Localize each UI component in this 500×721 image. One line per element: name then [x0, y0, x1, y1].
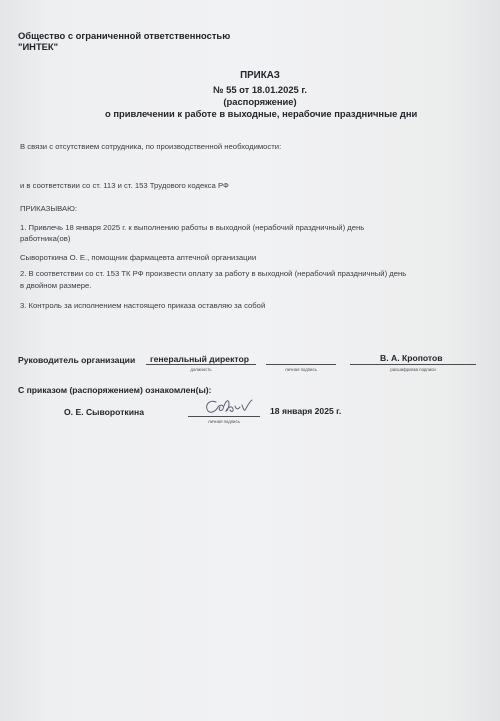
head-name: В. А. Кропотов	[380, 353, 443, 363]
head-name-caption: расшифровка подписи	[390, 367, 436, 372]
employee-name: О. Е. Сывороткина	[64, 407, 144, 417]
head-signature-caption: личная подпись	[285, 367, 317, 372]
item-2-line-1: 2. В соответствии со ст. 153 ТК РФ произвести оплату за работу в выходной (нерабочий праздничный) день	[20, 269, 407, 278]
acknowledgement-label: С приказом (распоряжением) ознакомлен(ы):	[18, 385, 212, 395]
head-label: Руководитель организации	[18, 355, 136, 365]
employee-signature-caption: личная подпись	[208, 419, 240, 424]
item-2-line-2: в двойном размере.	[20, 281, 92, 290]
head-position: генеральный директор	[150, 354, 249, 364]
item-1-line-1: 1. Привлечь 18 января 2025 г. к выполнению работы в выходной (нерабочий праздничный) день	[20, 223, 365, 232]
head-signature-line	[266, 364, 336, 365]
document-subject: о привлечении к работе в выходные, нерабочие праздничные дни	[105, 108, 418, 119]
handwritten-signature	[200, 396, 260, 418]
item-1-line-2: работника(ов)	[20, 234, 71, 243]
head-name-line	[350, 364, 476, 365]
item-3: 3. Контроль за исполнением настоящего приказа оставляю за собой	[20, 301, 266, 310]
employee-line: Сывороткина О. Е., помощник фармацевта аптечной организации	[20, 253, 257, 262]
reason-text: В связи с отсутствием сотрудника, по производственной необходимости:	[20, 142, 282, 151]
organization-line-1: Общество с ограниченной ответственностью	[18, 30, 231, 41]
document-type: (распоряжение)	[223, 96, 297, 107]
document-number: № 55 от 18.01.2025 г.	[213, 84, 307, 95]
employee-signature-line	[188, 416, 260, 417]
order-word: ПРИКАЗЫВАЮ:	[20, 204, 78, 213]
basis-text: и в соответствии со ст. 113 и ст. 153 Трудового кодекса РФ	[20, 181, 229, 190]
acknowledgement-date: 18 января 2025 г.	[270, 406, 342, 416]
position-caption: должность	[190, 367, 212, 372]
organization-line-2: "ИНТЕК"	[18, 41, 59, 52]
document-title: ПРИКАЗ	[240, 70, 280, 81]
position-line	[146, 364, 256, 365]
